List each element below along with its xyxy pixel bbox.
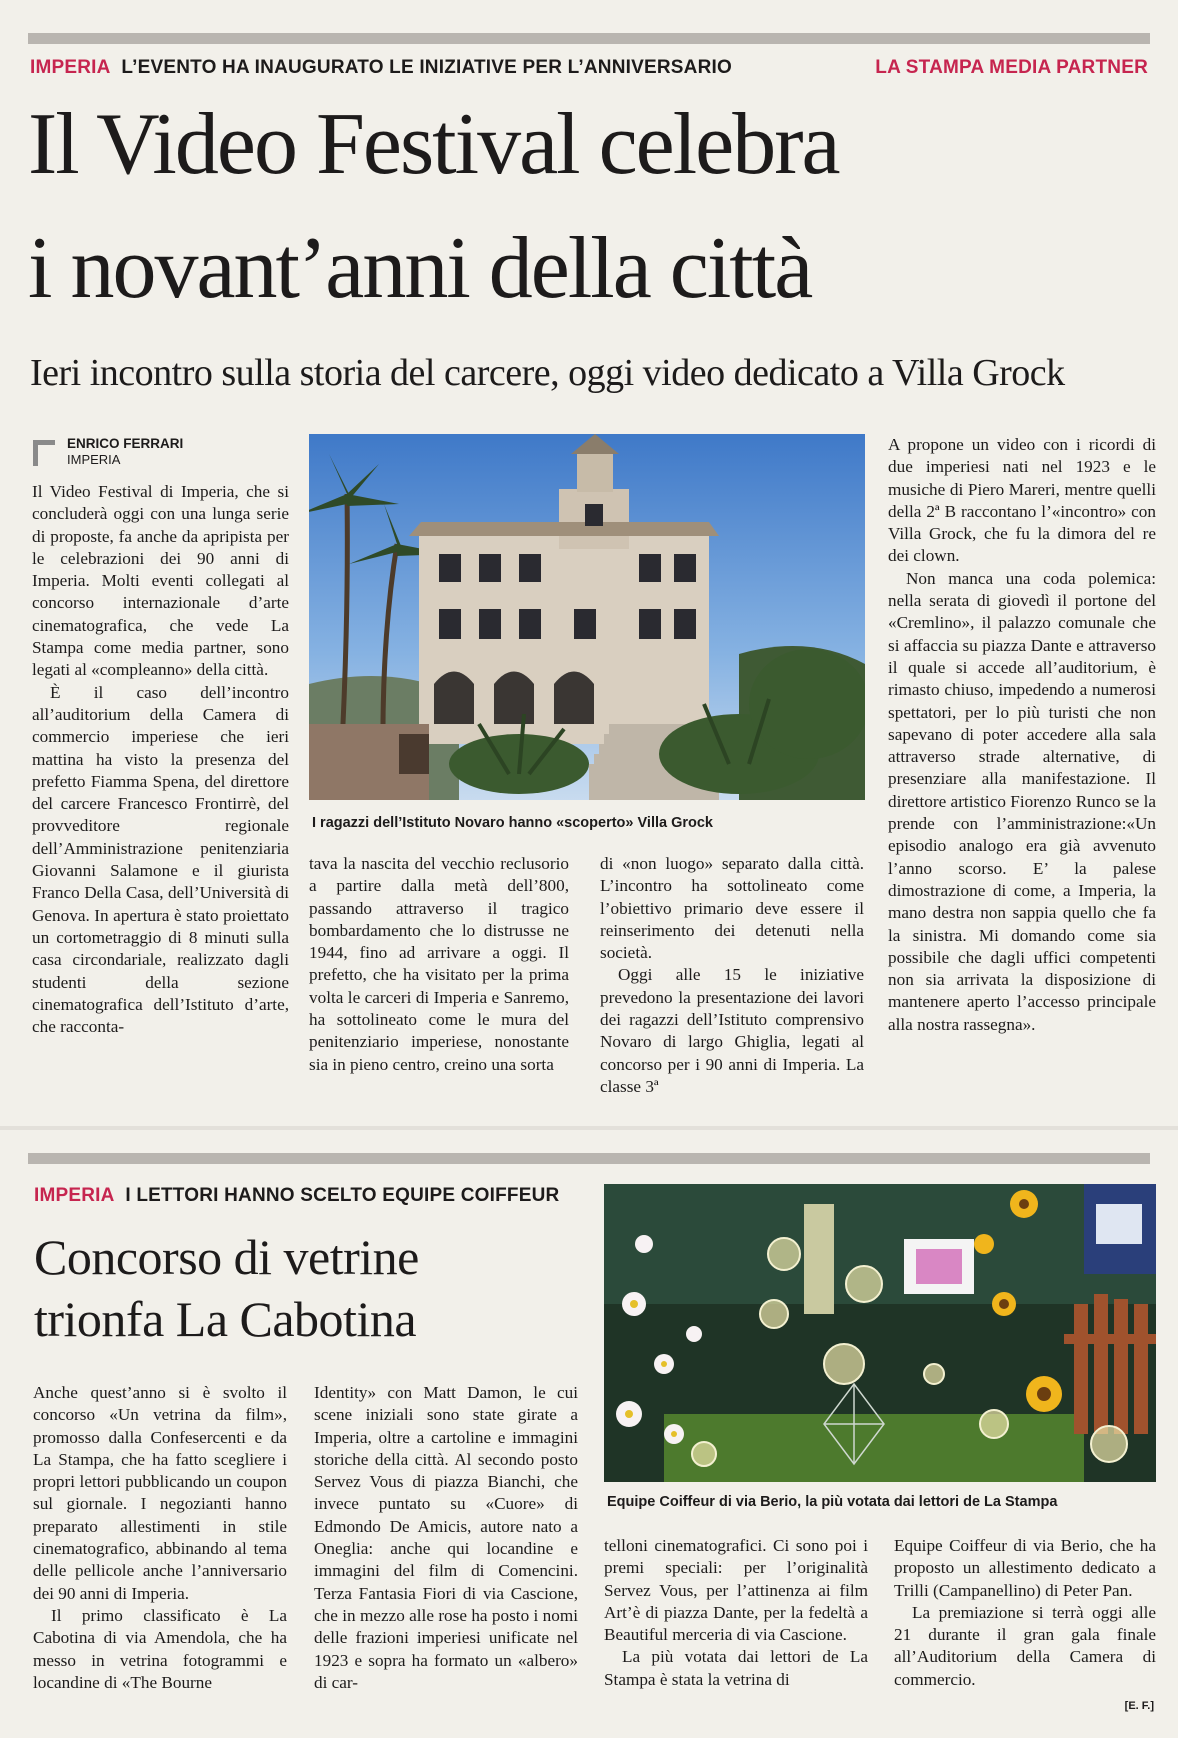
article-separator bbox=[0, 1126, 1178, 1130]
photo-caption: I ragazzi dell’Istituto Novaro hanno «scoperto» Villa Grock bbox=[312, 815, 713, 831]
paragraph: Il primo classificato è La Cabotina di via Amendola, che ha messo in vetrina fotogrammi e locandine di «The Bourne bbox=[33, 1605, 287, 1692]
paragraph: Equipe Coiffeur di via Berio, che ha proposto un allestimento dedicato a Trilli (Campanellino) di Peter Pan. bbox=[894, 1536, 1156, 1600]
article2-photo-caption: Equipe Coiffeur di via Berio, la più votata dai lettori de La Stampa bbox=[607, 1494, 1058, 1510]
article2-column-2 bbox=[314, 1382, 578, 1694]
paragraph: telloni cinematografici. Ci sono poi i premi speciali: per l’originalità Servez Vous, per l’attinenza ai film Art’è di piazza Dante, per la fedeltà a Beautiful merceria di via Cascione. bbox=[604, 1536, 868, 1645]
kicker-text: L’EVENTO HA INAUGURATO LE INIZIATIVE PER L’ANNIVERSARIO bbox=[121, 57, 732, 78]
paragraph: di «non luogo» separato dalla città. L’incontro ha sottolineato come l’obiettivo primario deve essere il reinserimento dei detenuti nella società. bbox=[600, 854, 864, 963]
article1-column-2 bbox=[309, 853, 569, 1076]
article2-headline-line-1: Concorso di vetrine bbox=[34, 1229, 419, 1285]
article2-kicker-text: I LETTORI HANNO SCELTO EQUIPE COIFFEUR bbox=[125, 1185, 560, 1206]
article2-signature: [E. F.] bbox=[1124, 1700, 1154, 1712]
headline-line-2: i novant’anni della città bbox=[28, 220, 812, 317]
subheadline: Ieri incontro sulla storia del carcere, oggi video dedicato a Villa Grock bbox=[30, 352, 1065, 394]
paragraph: Anche quest’anno si è svolto il concorso «Un vetrina da film», promosso dalla Confesercenti e da La Stampa, che ha fatto scegliere i propri lettori pubblicando un coupon sul giornale. I negozianti hanno preparato allestimenti in stile cinematografico, abbinando al tema delle pellicole anche l’anniversario dei 90 anni di Imperia. bbox=[33, 1383, 287, 1603]
article2-kicker-line bbox=[34, 1185, 559, 1207]
headline-line-1: Il Video Festival celebra bbox=[28, 96, 839, 193]
section-label: IMPERIA bbox=[30, 57, 110, 78]
article2-column-4 bbox=[894, 1535, 1156, 1691]
villa-grock-photo bbox=[309, 434, 865, 800]
byline bbox=[33, 436, 183, 468]
paragraph: È il caso dell’incontro all’auditorium della Camera di commercio imperiese che ieri mattina ha visto la presenza del prefetto Fiamma Spena, del direttore del carcere Francesco Frontirrè, del provveditore regionale dell’Amministrazione penitenziaria Giovanni Salamone e il giurista Franco Della Casa, dell’Università di Genova. In apertura è stato proiettato un cortometraggio di 8 minuti sulla casa circondariale, realizzato dagli studenti della sezione cinematografica dell’Istituto d’arte, che racconta- bbox=[32, 682, 289, 1037]
article1-column-1 bbox=[32, 481, 289, 1038]
shop-window-image bbox=[604, 1184, 1156, 1482]
article2-column-1 bbox=[33, 1382, 287, 1694]
article1-column-4 bbox=[888, 434, 1156, 1036]
paragraph: Non manca una coda polemica: nella serata di giovedì il portone del «Cremlino», il palazzo comunale che si affaccia su piazza Dante e attraverso il quale si accede all’auditorium, è rimasto chiuso, impedendo a numerosi spettatori, per lo più turisti che non sapevano di poter accedere alla sala attraverso strade alternative, di presenziare alla manifestazione. Il direttore artistico Fiorenzo Runco se la prende con l’amministrazione:«Un episodio analogo era già avvenuto l’anno scorso. E’ la palese dimostrazione di come, a Imperia, la mano destra non sappia quello che fa la sinistra. Mi domando come sia possibile che dagli uffici competenti non sia arrivata la disposizione di mantenere aperto l’accesso principale alla nostra rassegna». bbox=[888, 568, 1156, 1034]
article2-top-rule bbox=[28, 1153, 1150, 1164]
article2-column-3 bbox=[604, 1535, 868, 1691]
paragraph: tava la nascita del vecchio reclusorio a partire dalla metà dell’800, passando attraverso il tragico bombardamento che lo distrusse ne 1944, fino ad arrivare a oggi. Il prefetto, che ha visitato per la prima volta le carceri di Imperia e Sanremo, ha sottolineato come le mura del penitenziario imperiese, nonostante sia in pieno centro, creino una sorta bbox=[309, 854, 569, 1074]
shop-window-photo bbox=[604, 1184, 1156, 1482]
paragraph: Il Video Festival di Imperia, che si concluderà oggi con una lunga serie di proposte, fa anche da apripista per le celebrazioni dei 90 anni di Imperia. Molti eventi collegati al concorso internazionale d’arte cinematografica, che vede La Stampa come media partner, sono legati al «compleanno» della città. bbox=[32, 482, 289, 680]
villa-grock-image bbox=[309, 434, 865, 800]
paragraph: La più votata dai lettori de La Stampa è stata la vetrina di bbox=[604, 1647, 868, 1689]
article2-section-label: IMPERIA bbox=[34, 1185, 114, 1206]
article2-headline-line-2: trionfa La Cabotina bbox=[34, 1291, 417, 1347]
author-name: ENRICO FERRARI bbox=[67, 436, 184, 451]
top-rule bbox=[28, 33, 1150, 44]
kicker-line bbox=[30, 57, 732, 79]
paragraph: Identity» con Matt Damon, le cui scene iniziali sono state girate a Imperia, oltre a cartoline e immagini storiche della città. Al secondo posto Servez Vous di piazza Bianchi, che invece puntato su «Cuore» di Edmondo De Amicis, autore nato a Oneglia: anche qui locandine e immagini del film di Comencini. Terza Fantasia Fiori di via Cascione, che in mezzo alle rose ha posto i nomi delle frazioni imperiesi unificate nel 1923 e sopra ha formato un «albero» di car- bbox=[314, 1383, 578, 1692]
paragraph: Oggi alle 15 le iniziative prevedono la presentazione dei lavori dei ragazzi dell’Istituto comprensivo Novaro di largo Ghiglia, legati al concorso per i 90 anni di Imperia. La classe 3ª bbox=[600, 965, 864, 1096]
media-partner-label: LA STAMPA MEDIA PARTNER bbox=[875, 57, 1148, 78]
paragraph: La premiazione si terrà oggi alle 21 durante il gran gala finale all’Auditorium della Camera di commercio. bbox=[894, 1602, 1156, 1689]
paragraph: A propone un video con i ricordi di due imperiesi nati nel 1923 e le musiche di Piero Mareri, mentre quelli della 2ª B raccontano l’«incontro» con Villa Grock, che fu la dimora del re dei clown. bbox=[888, 435, 1156, 566]
author-location: IMPERIA bbox=[67, 452, 121, 467]
article1-column-3 bbox=[600, 853, 864, 1098]
byline-mark-icon bbox=[33, 440, 55, 466]
